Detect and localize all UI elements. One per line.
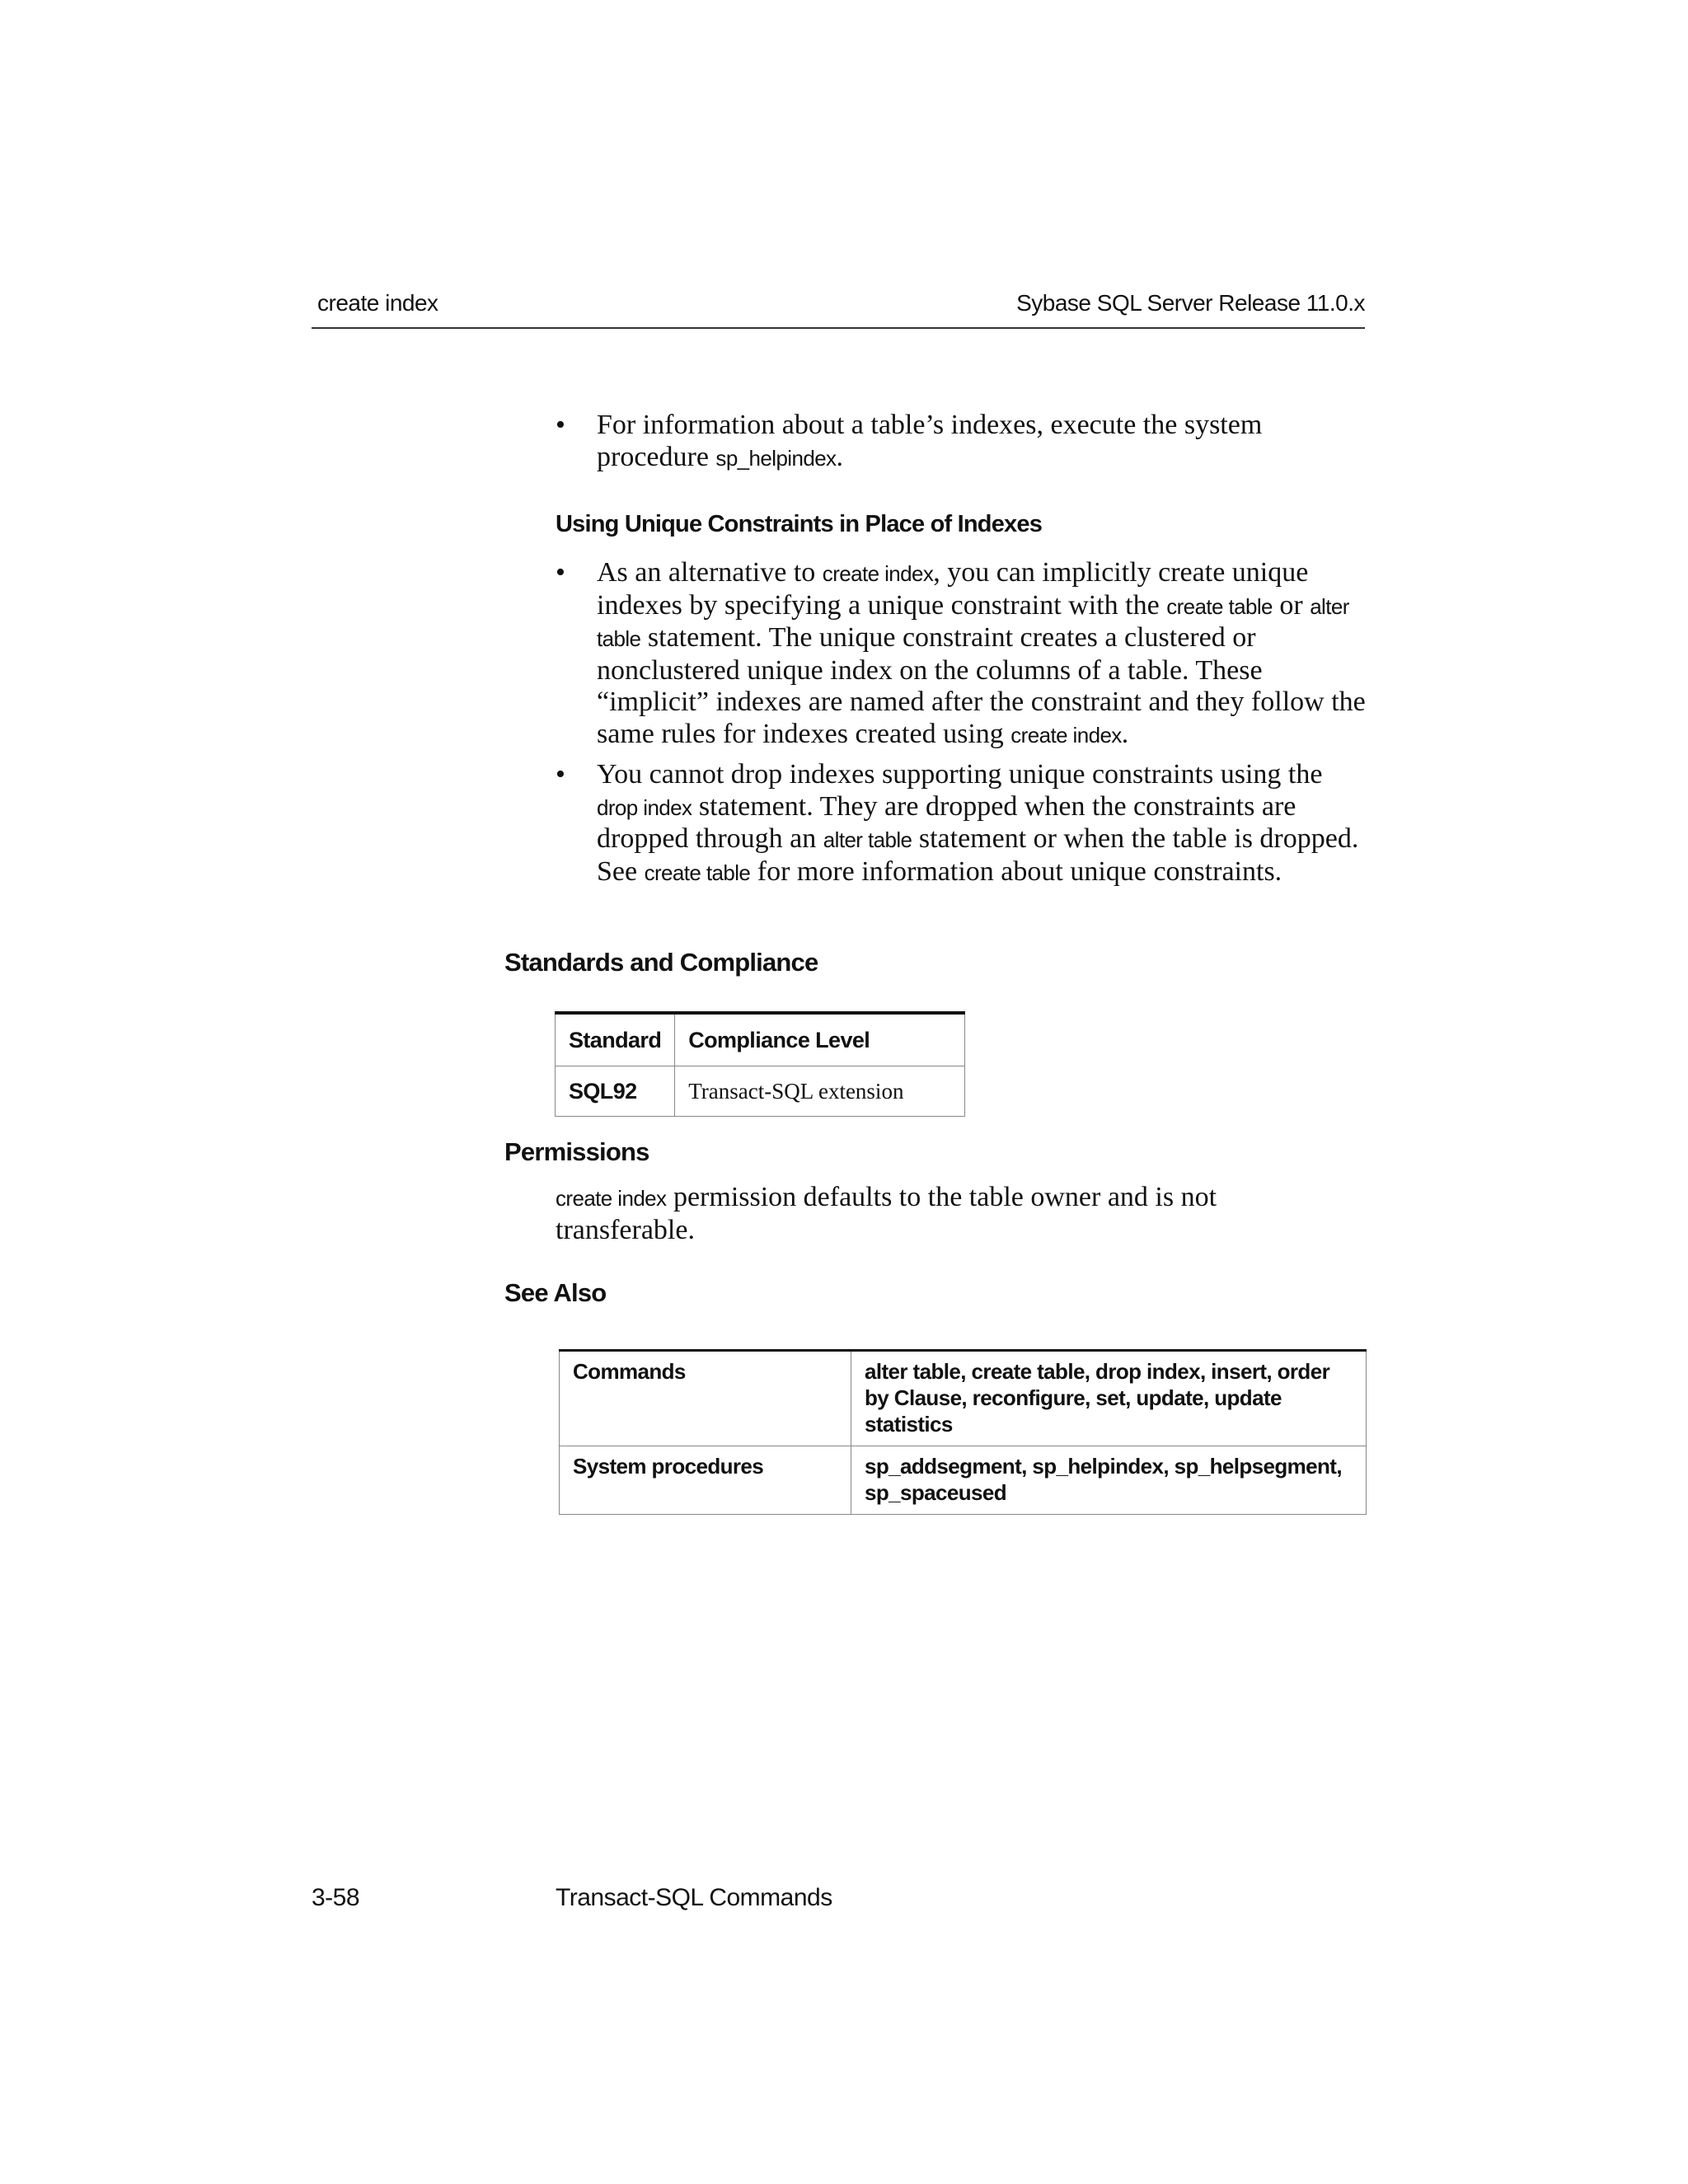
footer-page-number: 3-58 [312,1884,360,1911]
bullet-text: As an alternative to create index, you can implicitly create unique indexes by specifying a unique constraint with the create table or alter table statement. The unique constraint creates a clustered or nonclustered unique index on the columns of a table. These “implicit” indexes are named after the constraint and they follow the same rules for indexes created using create index. [597,557,1366,749]
running-header-left: create index [317,290,438,316]
bullet-icon: • [556,759,565,790]
footer-section-title: Transact-SQL Commands [556,1884,832,1911]
table-row [560,1446,1367,1515]
see-also-table [559,1349,1367,1515]
table-header-row [556,1013,965,1066]
see-also-label-commands: Commands [560,1351,851,1446]
table-row [556,1066,965,1117]
section-heading-see-also: See Also [504,1278,607,1307]
section-heading-permissions: Permissions [504,1137,649,1166]
column-header-standard: Standard [556,1013,675,1066]
standards-table [555,1011,965,1117]
cell-compliance-level: Transact-SQL extension [675,1066,965,1117]
bullet-icon: • [556,557,565,588]
table-row [560,1351,1367,1446]
column-header-compliance: Compliance Level [675,1013,965,1066]
subheading-unique-constraints: Using Unique Constraints in Place of Indexes [556,511,1043,537]
see-also-value-procedures: sp_addsegment, sp_helpindex, sp_helpsegment, sp_spaceused [851,1446,1367,1515]
bullet-text: You cannot drop indexes supporting unique constraints using the drop index statement. They are dropped when the constraints are dropped through an alter table statement or when the table is dropped. See create table for more information about unique constraints. [597,759,1359,887]
bullet-item-helpindex [556,410,1367,474]
running-header-right: Sybase SQL Server Release 11.0.x [1016,290,1365,316]
bullet-icon: • [556,410,565,440]
header-rule [312,327,1365,329]
see-also-value-commands: alter table, create table, drop index, insert, order by Clause, reconfigure, set, update, update statistics [851,1351,1367,1446]
bullet-text: For information about a table’s indexes, execute the system procedure sp_helpindex. [597,410,1263,472]
bullet-item-drop-index [556,759,1367,888]
cell-standard: SQL92 [556,1066,675,1117]
bullet-item-alternative [556,557,1367,751]
permissions-paragraph: create index permission defaults to the table owner and is not transferable. [556,1182,1217,1245]
see-also-label-procedures: System procedures [560,1446,851,1515]
section-heading-standards: Standards and Compliance [504,948,818,977]
